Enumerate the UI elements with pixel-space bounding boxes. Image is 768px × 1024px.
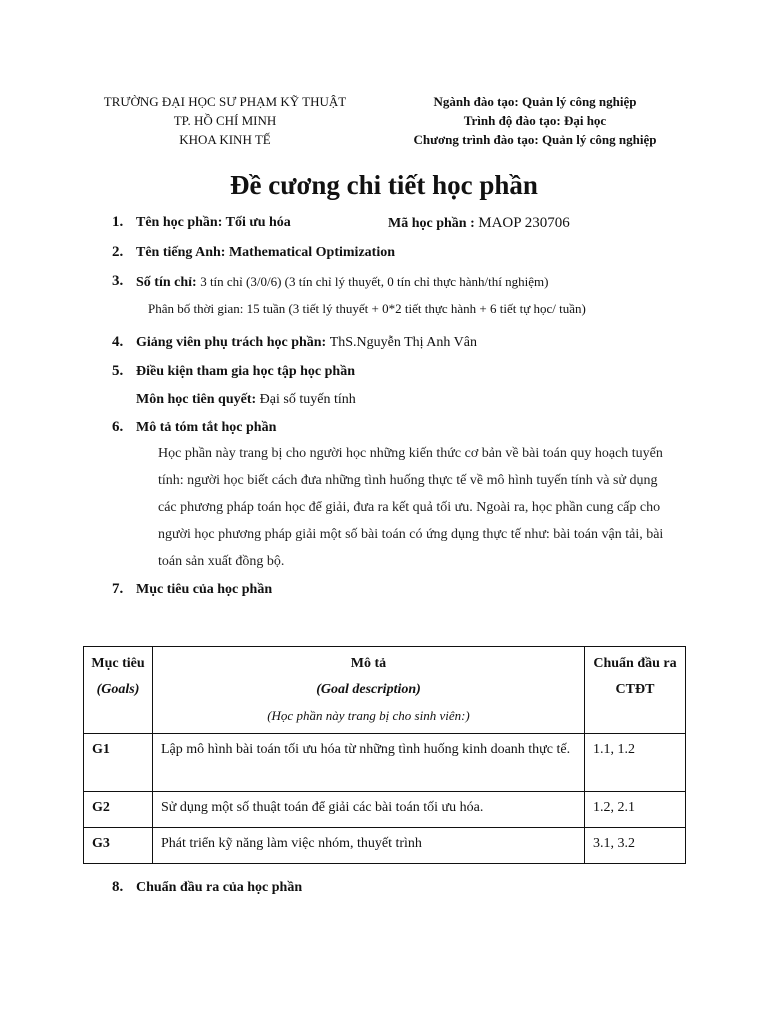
english-name-label: Tên tiếng Anh: — [136, 245, 229, 260]
description-header-subtitle: (Goal description) — [316, 682, 421, 697]
summary-heading — [136, 420, 276, 436]
course-name-value: Tối ưu hóa — [225, 215, 291, 230]
item-number: 3. — [112, 273, 124, 289]
faculty-name: KHOA KINH TẾ — [179, 132, 271, 147]
english-name-line — [136, 245, 395, 261]
item-number: 5. — [112, 363, 124, 379]
item-number: 4. — [112, 334, 124, 350]
goal-description: Sử dụng một số thuật toán để giải các bài toán tối ưu hóa. — [153, 792, 585, 828]
outcome-header-subtitle: CTĐT — [615, 682, 655, 697]
lecturer-value: ThS.Nguyễn Thị Anh Vân — [329, 335, 477, 350]
goal-id: G1 — [84, 734, 153, 792]
goals-column-header — [84, 647, 153, 734]
outcomes-heading — [136, 880, 302, 896]
credits-value: 3 tín chỉ (3/0/6) (3 tín chỉ lý thuyết, 0 tín chỉ thực hành/thí nghiệm) — [200, 274, 549, 289]
prerequisites-heading — [136, 364, 355, 380]
time-allocation: Phân bố thời gian: 15 tuần (3 tiết lý thuyết + 0*2 tiết thực hành + 6 tiết tự học/ tuần) — [148, 301, 586, 316]
lecturer-label: Giảng viên phụ trách học phần: — [136, 335, 330, 350]
goals-header-title: Mục tiêu — [91, 656, 145, 671]
prerequisites-label: Điều kiện tham gia học tập học phần — [136, 364, 355, 379]
table-row — [84, 792, 686, 828]
course-code-line — [388, 215, 570, 232]
program-level: Trình độ đào tạo: Đại học — [463, 113, 607, 128]
item-number: 8. — [112, 879, 124, 895]
prior-course-line — [136, 392, 356, 408]
goal-id: G2 — [84, 792, 153, 828]
goal-outcome: 3.1, 3.2 — [585, 828, 686, 864]
prior-course-label: Môn học tiên quyết: — [136, 392, 260, 407]
program-curriculum: Chương trình đào tạo: Quản lý công nghiệp — [413, 132, 657, 147]
summary-label: Mô tả tóm tắt học phần — [136, 420, 277, 435]
description-header-title: Mô tả — [350, 656, 387, 671]
item-number: 1. — [112, 214, 124, 230]
summary-text: Học phần này trang bị cho người học những kiến thức cơ bản về bài toán quy hoạch tuyến tính: người học biết cách đưa những tình huống thực tế về mô hình tuyến tính và sử dụng các phương pháp toán học để giải, đưa ra kết quả tối ưu. Ngoài ra, học phần cung cấp cho người học phương pháp giải một số bài toán có ứng dụng thực tế như: bài toán vận tải, bài toán sản xuất đồng bộ. — [158, 446, 664, 569]
item-number: 7. — [112, 581, 124, 597]
description-header-note: (Học phần này trang bị cho sinh viên:) — [267, 708, 470, 723]
goal-description: Lập mô hình bài toán tối ưu hóa từ những tình huống kinh doanh thực tế. — [153, 734, 585, 792]
table-row — [84, 734, 686, 792]
goal-outcome: 1.2, 2.1 — [585, 792, 686, 828]
english-name-value: Mathematical Optimization — [228, 245, 395, 260]
goals-table — [83, 646, 686, 864]
university-city: TP. HỒ CHÍ MINH — [173, 113, 277, 128]
goal-outcome: 1.1, 1.2 — [585, 734, 686, 792]
outcome-column-header — [585, 647, 686, 734]
goal-description: Phát triển kỹ năng làm việc nhóm, thuyết trình — [153, 828, 585, 864]
program-field: Ngành đào tạo: Quản lý công nghiệp — [433, 94, 637, 109]
goals-header-subtitle: (Goals) — [96, 682, 140, 697]
outcomes-label: Chuẩn đầu ra của học phần — [136, 880, 303, 895]
course-code-label: Mã học phần : — [388, 216, 479, 231]
university-name: TRƯỜNG ĐẠI HỌC SƯ PHẠM KỸ THUẬT — [103, 94, 347, 109]
goal-id: G3 — [84, 828, 153, 864]
table-row — [84, 828, 686, 864]
goals-label: Mục tiêu của học phần — [136, 582, 273, 597]
credits-line — [136, 274, 548, 291]
item-number: 6. — [112, 419, 124, 435]
page-title: Đề cương chi tiết học phần — [230, 170, 538, 200]
item-number: 2. — [112, 244, 124, 260]
table-header-row — [84, 647, 686, 734]
lecturer-line — [136, 335, 477, 351]
goals-heading — [136, 582, 272, 598]
credits-label: Số tín chỉ: — [136, 275, 201, 290]
course-name-label: Tên học phần: — [136, 215, 226, 230]
prior-course-value: Đại số tuyến tính — [259, 392, 356, 407]
description-column-header — [153, 647, 585, 734]
course-code-value: MAOP 230706 — [478, 215, 570, 231]
course-name-line — [136, 215, 291, 231]
outcome-header-title: Chuẩn đầu ra — [593, 656, 677, 671]
